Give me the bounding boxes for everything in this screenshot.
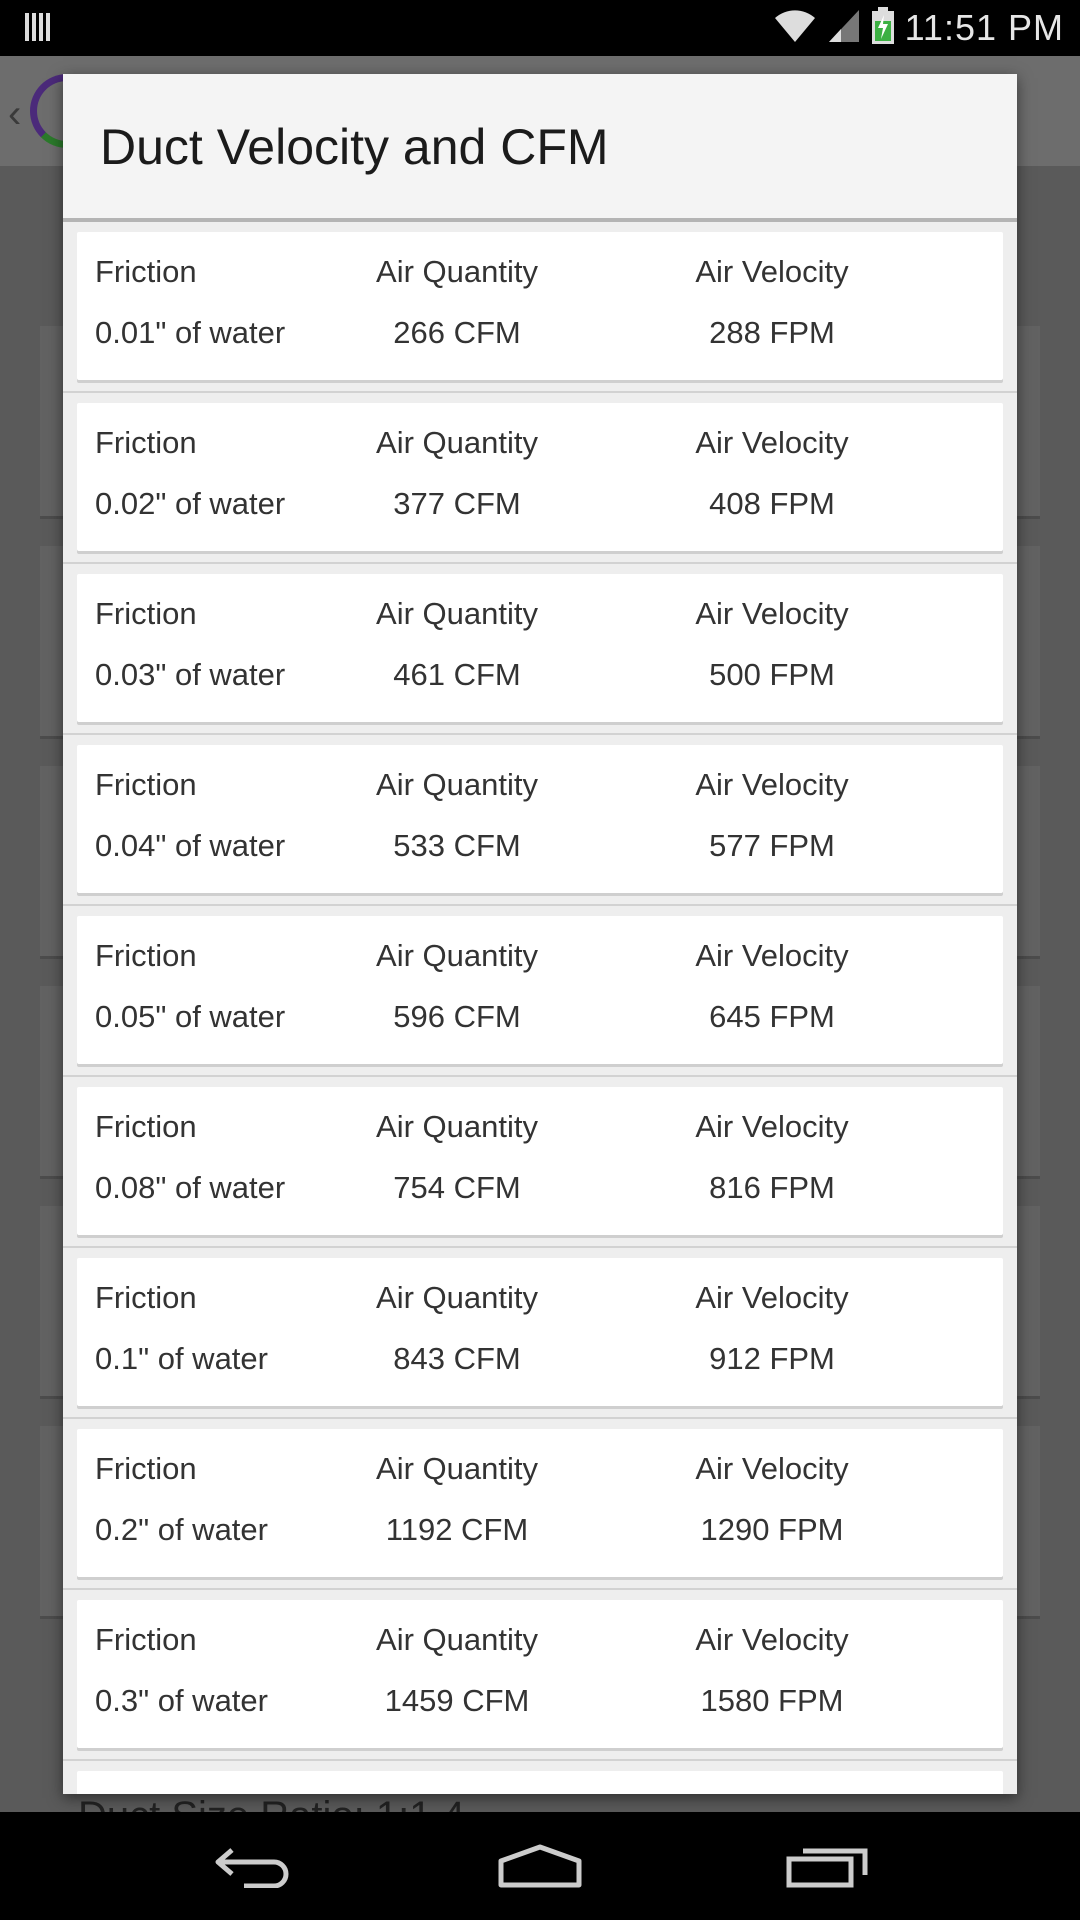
- friction-label: Friction: [95, 1622, 197, 1657]
- air-quantity-label: Air Quantity: [376, 425, 538, 460]
- result-card: [77, 916, 1003, 1064]
- battery-charging-icon: [871, 7, 895, 50]
- air-velocity-value: 912 FPM: [709, 1341, 835, 1376]
- friction-value: 0.05" of water: [95, 999, 286, 1034]
- friction-label: Friction: [95, 1451, 197, 1486]
- air-velocity-value: 288 FPM: [709, 315, 835, 350]
- recent-apps-icon[interactable]: [778, 1834, 878, 1898]
- air-quantity-value: 1192 CFM: [385, 1512, 529, 1547]
- air-velocity-value: 645 FPM: [709, 999, 835, 1034]
- list-item[interactable]: [63, 735, 1017, 906]
- friction-label: Friction: [95, 425, 197, 460]
- result-card: [77, 1429, 1003, 1577]
- friction-value: 0.2" of water: [95, 1512, 268, 1547]
- result-card: [77, 745, 1003, 893]
- friction-value: 0.1" of water: [95, 1341, 268, 1376]
- air-quantity-label: Air Quantity: [376, 1280, 538, 1315]
- back-icon[interactable]: [204, 1834, 304, 1898]
- dialog-title: Duct Velocity and CFM: [100, 119, 609, 175]
- friction-value: 0.04" of water: [95, 828, 286, 863]
- friction-value: 0.3" of water: [95, 1683, 268, 1718]
- air-velocity-label: Air Velocity: [695, 1622, 849, 1657]
- friction-label: Friction: [95, 938, 197, 973]
- air-quantity-value: 596 CFM: [393, 999, 521, 1034]
- friction-label: Friction: [95, 767, 197, 802]
- background-back-icon: ‹: [8, 92, 22, 136]
- air-velocity-label: Air Velocity: [695, 425, 849, 460]
- status-bar: [0, 0, 1080, 56]
- air-velocity-label: Air Velocity: [695, 767, 849, 802]
- air-quantity-value: 1459 CFM: [384, 1683, 530, 1718]
- list-item[interactable]: [63, 393, 1017, 564]
- air-velocity-value: 1290 FPM: [700, 1512, 844, 1547]
- list-item[interactable]: [63, 1590, 1017, 1761]
- air-quantity-value: 461 CFM: [393, 657, 521, 692]
- result-card: [77, 1258, 1003, 1406]
- list-item[interactable]: [63, 564, 1017, 735]
- friction-value: 0.08" of water: [95, 1170, 286, 1205]
- friction-label: Friction: [95, 596, 197, 631]
- duct-velocity-dialog: [63, 74, 1017, 1794]
- air-velocity-label: Air Velocity: [695, 1280, 849, 1315]
- notification-barcode-icon: [24, 12, 54, 47]
- friction-value: 0.01" of water: [95, 315, 286, 350]
- friction-value: 0.02" of water: [95, 486, 286, 521]
- air-velocity-value: 577 FPM: [709, 828, 835, 863]
- air-quantity-value: 377 CFM: [393, 486, 521, 521]
- air-quantity-value: 754 CFM: [393, 1170, 521, 1205]
- air-quantity-label: Air Quantity: [376, 767, 538, 802]
- status-time: 11:51 PM: [904, 7, 1064, 48]
- list-item[interactable]: [63, 1248, 1017, 1419]
- friction-label: Friction: [95, 1109, 197, 1144]
- list-item[interactable]: [63, 222, 1017, 393]
- home-icon[interactable]: [490, 1834, 590, 1898]
- friction-label: Friction: [95, 1280, 197, 1315]
- friction-label: Friction: [95, 254, 197, 289]
- air-velocity-value: 1580 FPM: [700, 1683, 844, 1718]
- navigation-bar: [0, 1812, 1080, 1920]
- air-velocity-label: Air Velocity: [695, 1451, 849, 1486]
- air-velocity-value: 500 FPM: [709, 657, 835, 692]
- air-quantity-label: Air Quantity: [376, 1451, 538, 1486]
- air-quantity-label: Air Quantity: [376, 1622, 538, 1657]
- air-quantity-value: 843 CFM: [393, 1341, 521, 1376]
- wifi-icon: [773, 8, 817, 49]
- air-quantity-value: 266 CFM: [393, 315, 521, 350]
- air-quantity-label: Air Quantity: [376, 938, 538, 973]
- results-list[interactable]: [63, 222, 1017, 1794]
- result-card: [77, 1771, 1003, 1794]
- list-item[interactable]: [63, 906, 1017, 1077]
- dialog-header: [63, 74, 1017, 222]
- result-card: [77, 574, 1003, 722]
- air-quantity-label: Air Quantity: [376, 1109, 538, 1144]
- list-item[interactable]: [63, 1419, 1017, 1590]
- air-velocity-value: 408 FPM: [709, 486, 835, 521]
- air-quantity-label: Air Quantity: [376, 254, 538, 289]
- list-item[interactable]: [63, 1077, 1017, 1248]
- air-quantity-value: 533 CFM: [393, 828, 521, 863]
- air-velocity-label: Air Velocity: [695, 596, 849, 631]
- air-velocity-value: 816 FPM: [709, 1170, 835, 1205]
- result-card: [77, 1600, 1003, 1748]
- result-card: [77, 403, 1003, 551]
- result-card: [77, 1087, 1003, 1235]
- air-velocity-label: Air Velocity: [695, 938, 849, 973]
- air-velocity-label: Air Velocity: [695, 254, 849, 289]
- air-quantity-label: Air Quantity: [376, 596, 538, 631]
- friction-value: 0.03" of water: [95, 657, 286, 692]
- result-card: [77, 232, 1003, 380]
- list-item-partial[interactable]: [63, 1761, 1017, 1794]
- cell-signal-icon: [827, 8, 861, 49]
- air-velocity-label: Air Velocity: [695, 1109, 849, 1144]
